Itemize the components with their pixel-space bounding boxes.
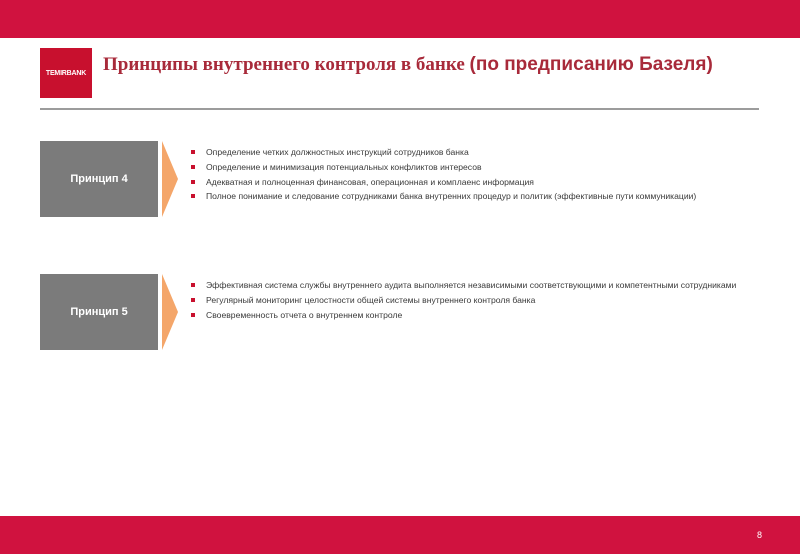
principle-5-bullets [190,280,775,324]
principle-5-label: Принцип 5 [70,306,128,318]
bullet-square-icon [191,180,195,184]
page-number: 8 [756,530,762,540]
list-item [190,191,775,202]
list-item [190,162,775,173]
principle-4-bullets [190,147,775,206]
bullet-text: Полное понимание и следование сотрудниками банка внутренних процедур и политик (эффективные пути коммуникации) [206,191,697,202]
temirbank-logo [40,48,92,98]
principle-4-box [40,141,158,217]
bullet-square-icon [191,283,195,287]
bullet-square-icon [191,150,195,154]
bottom-banner [0,516,800,554]
bullet-text: Эффективная система службы внутреннего аудита выполняется независимыми соответствующими и компетентными сотрудниками [206,280,737,290]
bullet-text: Регулярный мониторинг целостности общей системы внутреннего контроля банка [206,294,536,305]
bullet-text: Определение четких должностных инструкций сотрудников банка [206,147,469,157]
list-item [190,280,775,291]
bullet-square-icon [191,194,195,198]
bullet-square-icon [191,165,195,169]
list-item [190,295,775,306]
list-item [190,310,775,321]
bullet-square-icon [191,313,195,317]
page-title-part1: Принципы внутреннего контроля в банке [103,54,470,75]
top-banner [0,0,800,38]
logo-text: TEMIRBANK [45,69,87,77]
bullet-text: Определение и минимизация потенциальных конфликтов интересов [206,161,482,172]
title-divider [40,108,759,110]
principle-5-arrow-icon [162,274,178,350]
principle-4-label: Принцип 4 [70,173,128,185]
bullet-text: Адекватная и полноценная финансовая, операционная и комплаенс информация [206,176,534,187]
list-item [190,177,775,188]
bullet-square-icon [191,298,195,302]
list-item [190,147,775,158]
page-title-part2: (по предписанию Базеля) [469,54,713,75]
bullet-text: Своевременность отчета о внутреннем контроле [206,309,403,320]
principle-5-box [40,274,158,350]
page-title [103,52,743,77]
principle-4-arrow-icon [162,141,178,217]
